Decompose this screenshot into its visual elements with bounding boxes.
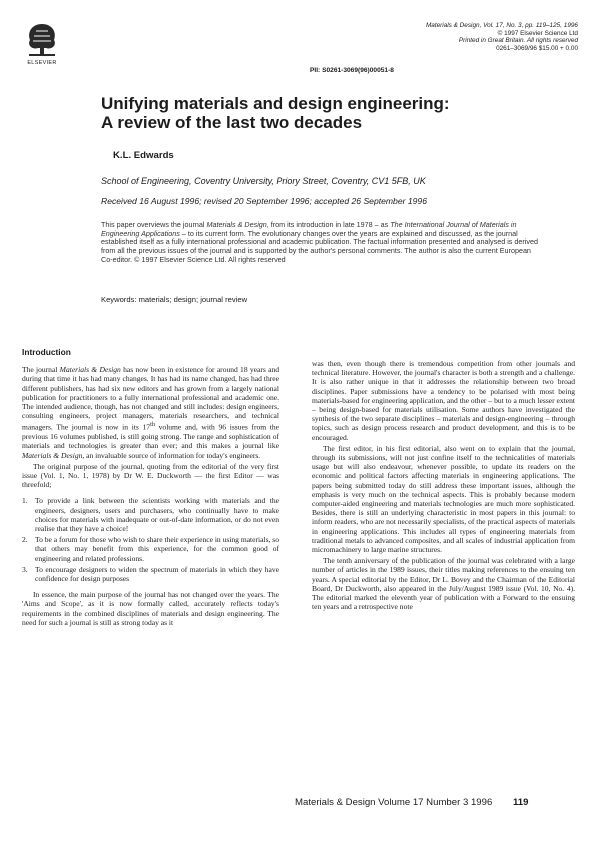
right-paragraph-2: The first editor, in his first editorial, also went on to explain that the journal, through its submissions, will not just confine itself to the technicalities of materials usage but will also endeavour, whenever possible, to update its readers on the economic and political factors affecting materials in engineering applications. The papers being submitted today do still address these important issues, although the emphasis is very much on the technical aspects. This is probably because modern computer-aided engineering and materials technologies are much more sophisticated. Besides, there is still an underlying characteristic in most papers in this journal: to inform readers, who are not necessarily specialists, of the practical aspects of materials in engineering applications. This includes all types of engineering materials from traditional metals to advanced composites, and all scales of industrial application from micromachinery to large marine structures. — [312, 443, 575, 555]
elsevier-tree-icon — [22, 18, 62, 58]
intro-paragraph-2: The original purpose of the journal, quoting from the editorial of the very first issue (Vol. 1, No. 1, 1978) by Dr W. E. Duckworth — the first Editor — was threefold; — [22, 461, 279, 490]
intro-paragraph-1: The journal Materials & Design has now been in existence for around 18 years and during that time it has had many changes. It has had its name changed, has had three different publishers, has had six new editors and has grown from a largely national publication for practitioners to a fully international professional and academic one. The intended audience, though, has not changed and still includes: design engineers, consulting engineers, project managers, materials researchers, and technical managers. The journal is now in its 17th volume and, with 96 issues from the previous 16 volumes published, is still going strong. The range and sophistication of materials and technologies is greater than ever; and this makes a journal like Materials & Design, an invaluable source of information for today's engineers. — [22, 365, 279, 460]
publisher-name: ELSEVIER — [27, 60, 57, 66]
submission-dates: Received 16 August 1996; revised 20 September 1996; accepted 26 September 1996 — [101, 196, 427, 206]
copyright-line: © 1997 Elsevier Science Ltd — [497, 29, 578, 37]
right-paragraph-3: The tenth anniversary of the publication of the journal was celebrated with a large number of articles in the 1989 issues, their titles making references to the ensuing ten years. A special editorial by the Editor, Dr L. Bovey and the Chairman of the Editorial Board, Dr Duckworth, also appeared in the July/August 1989 issue (Vol. 10, No. 4). The editorial marked the eleventh year of publication with a Forward to the ensuing ten years and a retrospective note — [312, 556, 575, 612]
list-item: 2. To be a forum for those who wish to share their experience in using materials, so that others may benefit from this experience, for the common good of engineering and related professions. — [22, 535, 279, 563]
page-footer — [295, 797, 528, 808]
right-column — [312, 359, 575, 613]
page-number: 119 — [512, 797, 529, 808]
keywords — [101, 295, 247, 304]
printed-line: Printed in Great Britain. All rights reserved — [458, 37, 578, 45]
issn-line: 0261–3069/96 $15.00 + 0.00 — [496, 44, 578, 52]
intro-paragraph-3: In essence, the main purpose of the journal has not changed over the years. The 'Aims and Scope', as it is now formally called, accurately reflects today's requirements in the combined disciplines of materials and design engineering. The need for such a journal is still as strong today as it — [22, 590, 279, 627]
keywords-value: materials; design; journal review — [138, 295, 248, 304]
right-paragraph-1: was then, even though there is tremendous competition from other journals and technical literature. However, the journal's character is both a strength and a challenge. It is also rather unique in that it addresses the relationship between two broad disciplines. Paper submissions have a tendency to be polarised with most being materials-based for engineering application, and the other – but to a much lesser extent – being design-based for materials utilisation. Some authors have investigated the synthesis of the two separate disciplines – materials and design-engineering – through topics, such as design process research and product development, and this is to be encouraged. — [312, 359, 575, 442]
journal-info — [426, 22, 578, 52]
author-affiliation: School of Engineering, Coventry University, Priory Street, Coventry, CV1 5FB, UK — [101, 176, 426, 186]
title-line-2: A review of the last two decades — [101, 113, 363, 132]
list-item: 1. To provide a link between the scientists working with materials and the engineers, designers, users and purchasers, who continually have to make choices for materials with inadequate or out-of-date information, or do not even realise that they have a choice! — [22, 496, 279, 533]
pii-identifier: PII: S0261-3069(96)00051-8 — [310, 67, 394, 74]
section-heading: Introduction — [22, 347, 71, 357]
list-item: 3. To encourage designers to widen the spectrum of materials in which they have confidence for design purposes — [22, 564, 279, 583]
title-line-1: Unifying materials and design engineering: — [101, 94, 450, 113]
purpose-list — [22, 496, 279, 583]
journal-citation: Materials & Design, Vol. 17, No. 3, pp. 119–125, 1996 — [425, 22, 578, 29]
paper-title — [101, 94, 521, 132]
publisher-logo — [22, 18, 62, 66]
keywords-label: Keywords: — [101, 295, 137, 304]
abstract: This paper overviews the journal Materials & Design, from its introduction in late 1978 – as The International Journal of Materials in Engineering Applications – to its current form. The evolutionary changes over the years are explained and discussed, as the journal established itself as a fully international professional and academic publication. The factual information presented and analysed is derived from all the previous issues of the journal and is supported by the author's personal comments. The author is also the current European Co-editor. © 1997 Elsevier Science Ltd. All rights reserved — [101, 220, 538, 264]
left-column — [22, 348, 279, 629]
footer-journal: Materials & Design Volume 17 Number 3 1996 — [295, 797, 493, 808]
author-name: K.L. Edwards — [113, 150, 174, 161]
